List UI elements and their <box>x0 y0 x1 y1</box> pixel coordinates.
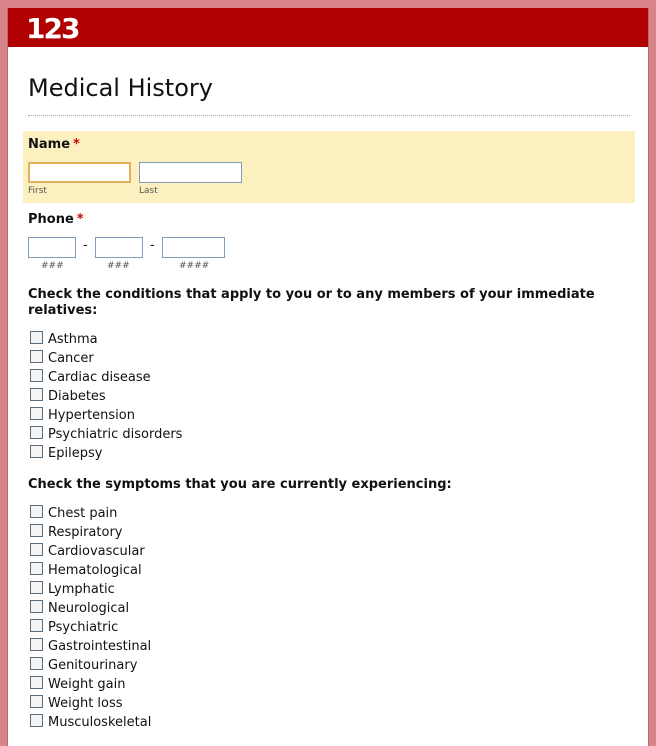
symptom-checkbox[interactable] <box>30 600 43 613</box>
symptom-checkbox[interactable] <box>30 695 43 708</box>
title-divider <box>28 115 630 116</box>
phone-required-mark: * <box>76 212 84 227</box>
symptom-label: Gastrointestinal <box>48 639 152 654</box>
condition-label: Cardiac disease <box>48 370 151 385</box>
condition-label: Cancer <box>48 351 94 366</box>
condition-option[interactable] <box>30 349 182 368</box>
name-label-text: Name <box>28 137 71 152</box>
header-bar <box>8 8 648 47</box>
symptom-label: Hematological <box>48 563 142 578</box>
symptom-option[interactable] <box>30 523 151 542</box>
symptoms-question: Check the symptoms that you are currently experiencing: <box>28 477 452 492</box>
condition-option[interactable] <box>30 330 182 349</box>
symptom-checkbox[interactable] <box>30 714 43 727</box>
condition-option[interactable] <box>30 425 182 444</box>
symptom-label: Respiratory <box>48 525 123 540</box>
symptom-label: Weight loss <box>48 696 123 711</box>
symptom-option[interactable] <box>30 580 151 599</box>
symptom-checkbox[interactable] <box>30 543 43 556</box>
symptom-option[interactable] <box>30 542 151 561</box>
last-name-input[interactable] <box>139 162 242 183</box>
phone-part1-input[interactable] <box>28 237 76 258</box>
symptom-label: Lymphatic <box>48 582 115 597</box>
symptom-label: Musculoskeletal <box>48 715 152 730</box>
symptom-checkbox[interactable] <box>30 638 43 651</box>
condition-checkbox[interactable] <box>30 445 43 458</box>
phone-part1-hint: ### <box>41 261 64 271</box>
condition-label: Hypertension <box>48 408 135 423</box>
name-label <box>28 137 80 152</box>
symptom-label: Neurological <box>48 601 130 616</box>
phone-part2-input[interactable] <box>95 237 143 258</box>
symptom-option[interactable] <box>30 713 151 732</box>
condition-option[interactable] <box>30 387 182 406</box>
condition-label: Diabetes <box>48 389 106 404</box>
symptoms-list <box>30 504 151 732</box>
page-title: Medical History <box>28 74 213 102</box>
condition-checkbox[interactable] <box>30 331 43 344</box>
phone-separator-2: - <box>150 238 155 253</box>
symptom-option[interactable] <box>30 694 151 713</box>
condition-option[interactable] <box>30 444 182 463</box>
symptom-label: Psychiatric <box>48 620 119 635</box>
form-frame <box>7 8 649 746</box>
symptom-checkbox[interactable] <box>30 581 43 594</box>
first-name-sublabel: First <box>28 186 47 196</box>
last-name-sublabel: Last <box>139 186 158 196</box>
symptom-option[interactable] <box>30 599 151 618</box>
logo: 123 <box>26 12 79 45</box>
phone-separator-1: - <box>83 238 88 253</box>
phone-part2-hint: ### <box>107 261 130 271</box>
symptom-option[interactable] <box>30 561 151 580</box>
phone-part3-input[interactable] <box>162 237 225 258</box>
symptom-checkbox[interactable] <box>30 524 43 537</box>
condition-label: Asthma <box>48 332 98 347</box>
phone-label <box>28 212 84 227</box>
name-required-mark: * <box>73 137 80 152</box>
phone-part3-hint: #### <box>179 261 210 271</box>
symptom-checkbox[interactable] <box>30 562 43 575</box>
symptom-option[interactable] <box>30 618 151 637</box>
symptom-option[interactable] <box>30 637 151 656</box>
symptom-label: Genitourinary <box>48 658 138 673</box>
symptom-checkbox[interactable] <box>30 505 43 518</box>
condition-checkbox[interactable] <box>30 426 43 439</box>
symptom-label: Cardiovascular <box>48 544 145 559</box>
name-section <box>23 131 635 203</box>
condition-checkbox[interactable] <box>30 388 43 401</box>
symptom-option[interactable] <box>30 656 151 675</box>
condition-label: Psychiatric disorders <box>48 427 183 442</box>
phone-label-text: Phone <box>28 212 74 227</box>
condition-option[interactable] <box>30 406 182 425</box>
first-name-input[interactable] <box>28 162 131 183</box>
symptom-checkbox[interactable] <box>30 676 43 689</box>
condition-checkbox[interactable] <box>30 369 43 382</box>
conditions-list <box>30 330 182 463</box>
symptom-label: Chest pain <box>48 506 118 521</box>
condition-option[interactable] <box>30 368 182 387</box>
condition-checkbox[interactable] <box>30 350 43 363</box>
symptom-checkbox[interactable] <box>30 657 43 670</box>
condition-checkbox[interactable] <box>30 407 43 420</box>
symptom-label: Weight gain <box>48 677 126 692</box>
symptom-option[interactable] <box>30 675 151 694</box>
symptom-checkbox[interactable] <box>30 619 43 632</box>
symptom-option[interactable] <box>30 504 151 523</box>
condition-label: Epilepsy <box>48 446 103 461</box>
conditions-question: Check the conditions that apply to you or to any members of your immediate relatives: <box>28 287 595 318</box>
